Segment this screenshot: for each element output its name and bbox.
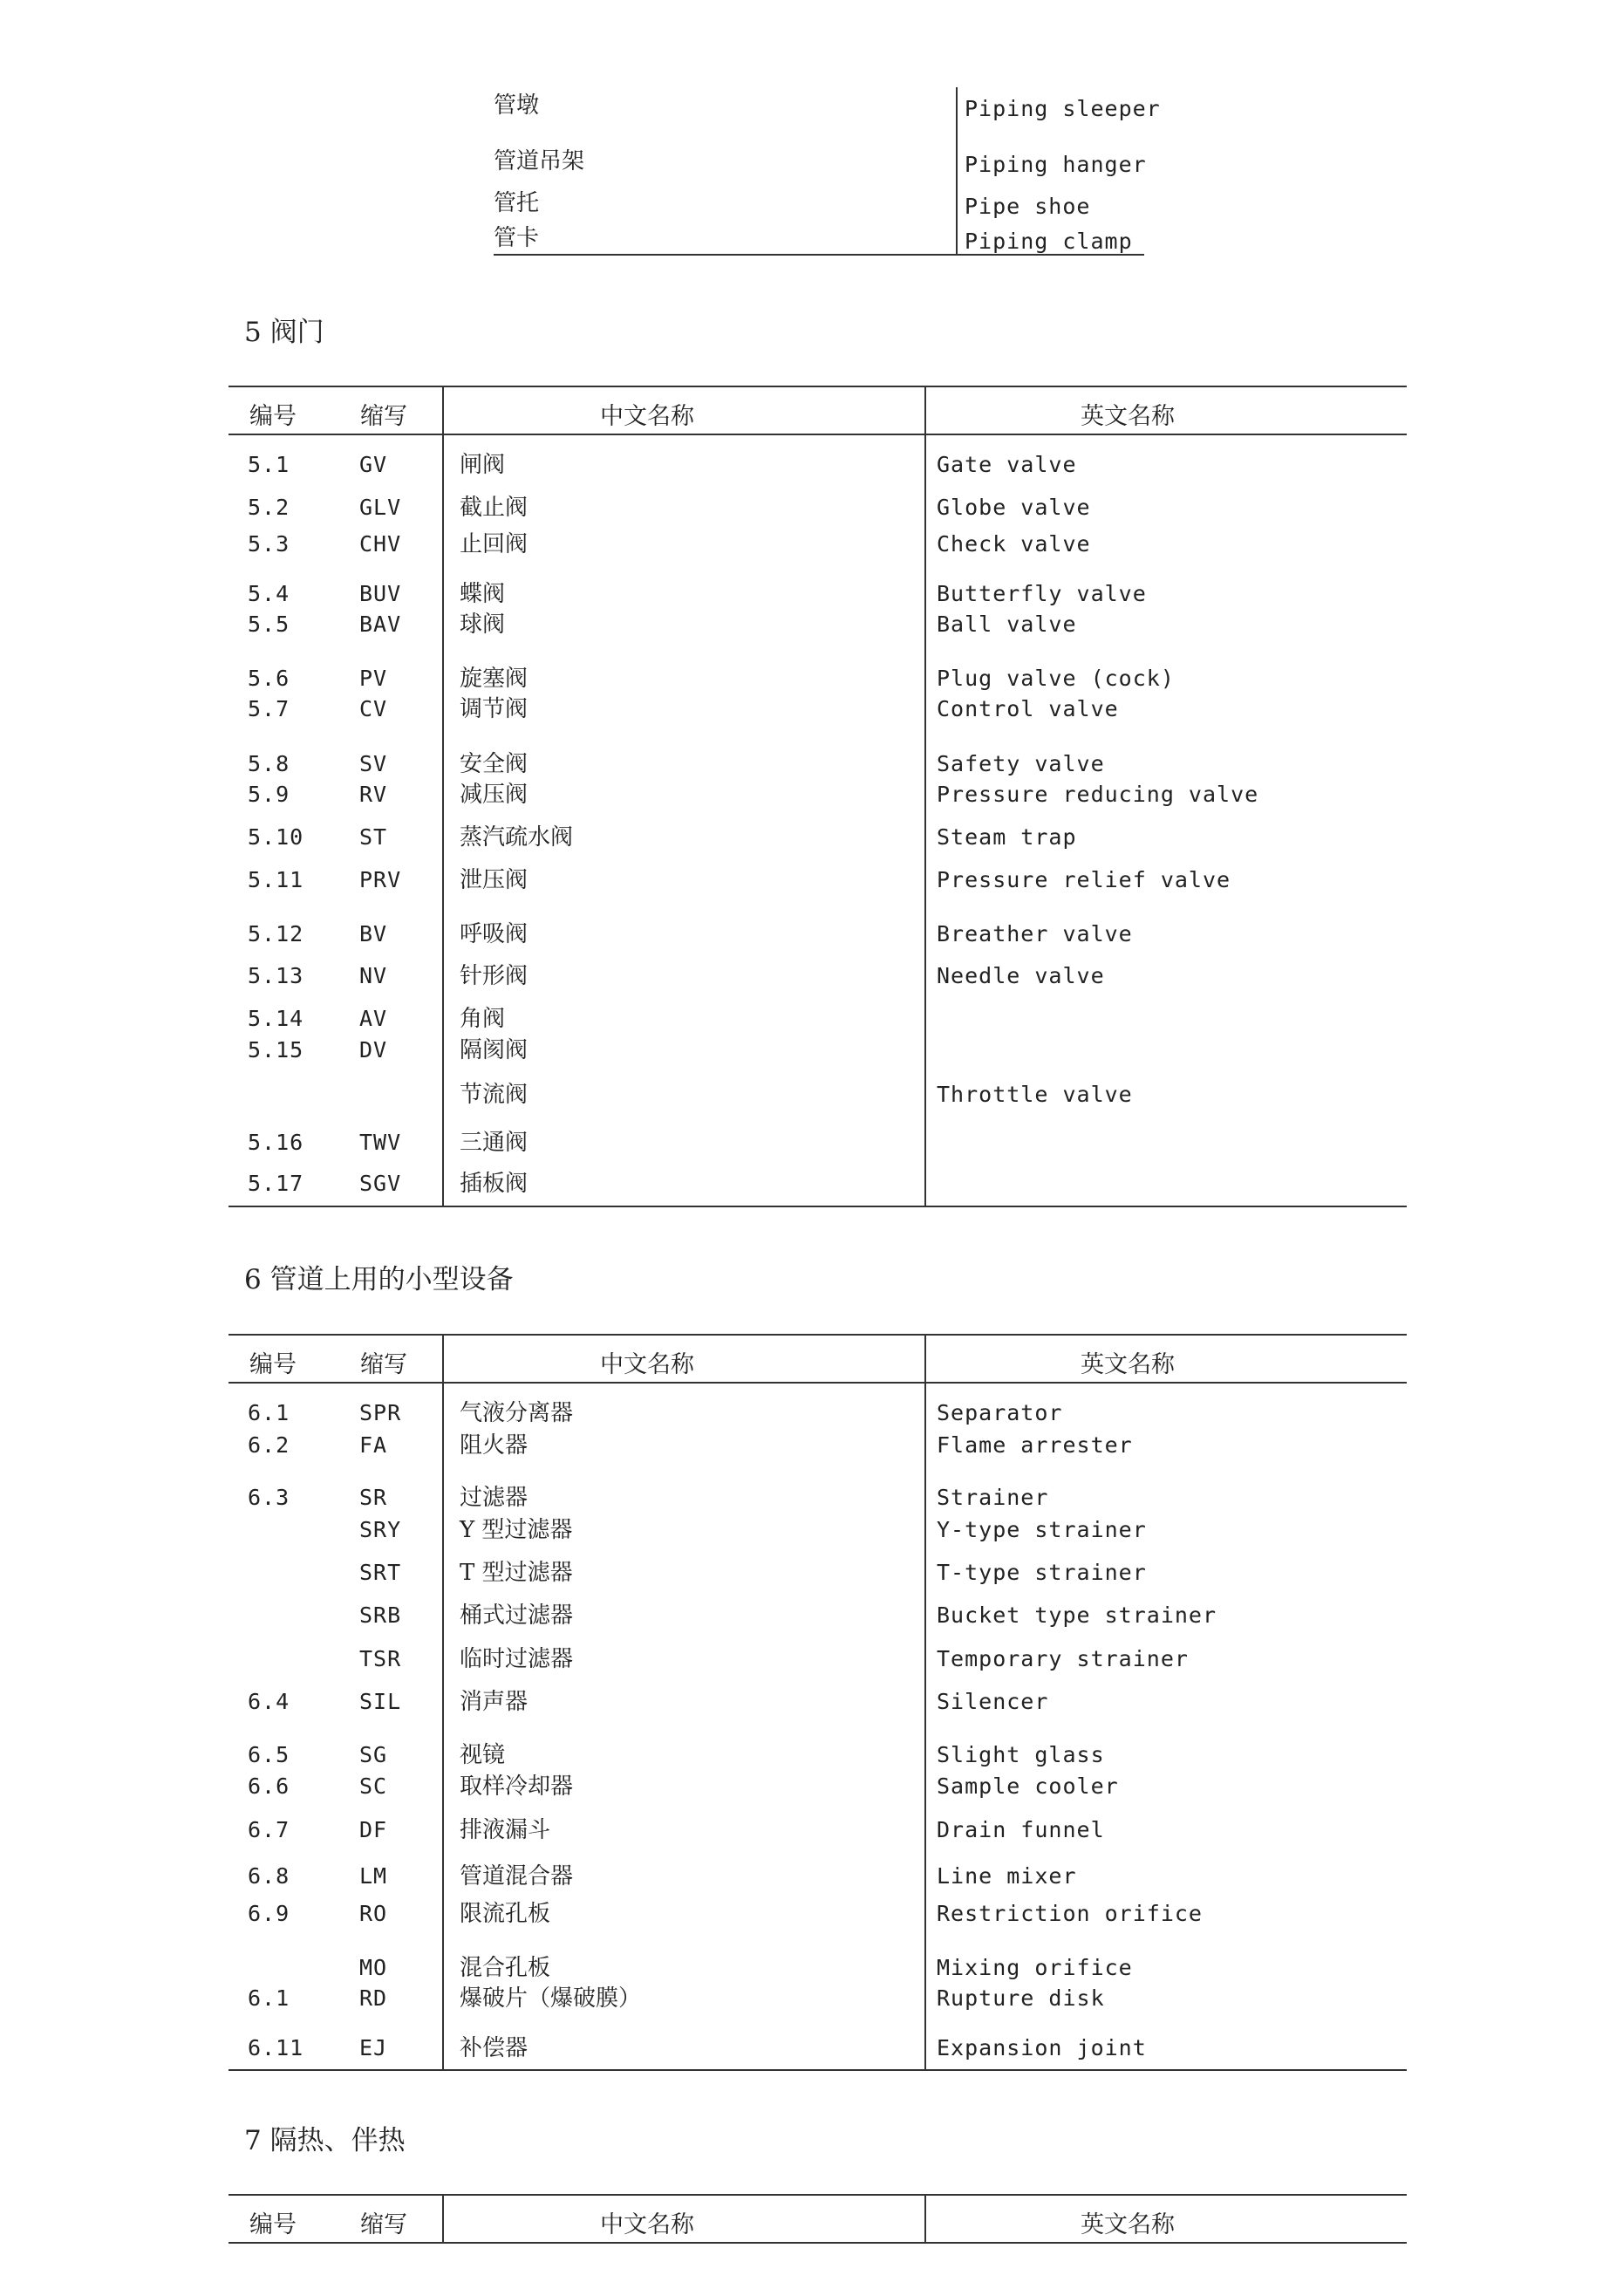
row-en-name: Breather valve — [937, 921, 1133, 946]
table-bottom-rule — [494, 254, 1144, 256]
row-no: 6.1 — [248, 1985, 290, 2011]
header-no: 编号 — [249, 403, 297, 430]
row-no: 5.4 — [248, 581, 290, 606]
row-abbr: SRT — [359, 1560, 402, 1585]
row-abbr: NV — [359, 963, 388, 988]
header-rule — [228, 1382, 1407, 1384]
table-top-rule — [228, 1334, 1407, 1336]
row-abbr: SRB — [359, 1602, 402, 1628]
valve-table — [228, 386, 1407, 1207]
row-abbr: SRY — [359, 1517, 402, 1542]
small-equipment-table — [228, 1334, 1407, 2071]
row-en-name: Drain funnel — [937, 1817, 1105, 1842]
row-cn-name: 管道混合器 — [460, 1863, 574, 1889]
row-cn-name: 针形阀 — [460, 963, 528, 989]
row-abbr: SR — [359, 1485, 388, 1510]
row-en-name: Slight glass — [937, 1742, 1105, 1767]
row-no: 5.3 — [248, 531, 290, 557]
table-bottom-rule — [228, 1206, 1407, 1207]
row-abbr: BUV — [359, 581, 402, 606]
row-cn-name: 视镜 — [460, 1742, 506, 1768]
row-en-name: Rupture disk — [937, 1985, 1105, 2011]
row-en-name: Mixing orifice — [937, 1955, 1133, 1980]
row-en-name: Plug valve (cock) — [937, 666, 1175, 691]
section-7-title: 7 隔热、伴热 — [244, 2125, 406, 2156]
row-en-name: Throttle valve — [937, 1082, 1133, 1107]
row-cn-name: 调节阀 — [460, 696, 528, 722]
row-no: 5.15 — [248, 1037, 304, 1063]
header-rule — [228, 2242, 1407, 2244]
row-abbr: SV — [359, 751, 388, 776]
row-abbr: SGV — [359, 1171, 402, 1196]
row-en-name: Steam trap — [937, 824, 1077, 850]
row-en-name: Control valve — [937, 696, 1119, 721]
row-cn-name: 安全阀 — [460, 751, 528, 777]
row-no: 6.9 — [248, 1901, 290, 1926]
row-cn-name: 临时过滤器 — [460, 1646, 574, 1672]
header-cn: 中文名称 — [600, 2211, 694, 2238]
row-no: 5.16 — [248, 1130, 304, 1155]
row-abbr: CHV — [359, 531, 402, 557]
row-no: 6.11 — [248, 2035, 304, 2060]
row-cn-name: 取样冷却器 — [460, 1773, 574, 1800]
row-en-name: Pressure reducing valve — [937, 782, 1259, 807]
row-no: 5.17 — [248, 1171, 304, 1196]
row-en-name: Piping sleeper — [965, 96, 1161, 121]
row-abbr: BAV — [359, 612, 402, 637]
row-cn-name: 桶式过滤器 — [460, 1602, 574, 1629]
row-cn-name: 阻火器 — [460, 1432, 528, 1459]
row-no: 5.13 — [248, 963, 304, 988]
row-cn-name: 蒸汽疏水阀 — [460, 824, 574, 851]
row-cn-name: 闸阀 — [460, 452, 506, 478]
row-en-name: Strainer — [937, 1485, 1049, 1510]
row-no: 6.1 — [248, 1400, 290, 1425]
row-cn-name: 三通阀 — [460, 1130, 528, 1156]
row-cn-name: 泄压阀 — [460, 867, 528, 893]
row-cn-name: 插板阀 — [460, 1171, 528, 1197]
row-abbr: MO — [359, 1955, 388, 1980]
row-cn-name: T 型过滤器 — [460, 1560, 573, 1586]
row-en-name: Globe valve — [937, 495, 1091, 520]
row-en-name: Flame arrester — [937, 1432, 1133, 1458]
row-abbr: LM — [359, 1863, 388, 1889]
row-en-name: Sample cooler — [937, 1773, 1119, 1799]
row-no: 5.8 — [248, 751, 290, 776]
row-abbr: PRV — [359, 867, 402, 892]
row-abbr: RV — [359, 782, 388, 807]
row-no: 6.3 — [248, 1485, 290, 1510]
row-no: 5.14 — [248, 1006, 304, 1031]
column-divider — [956, 87, 958, 256]
header-abbr: 缩写 — [360, 403, 407, 430]
column-divider — [924, 1334, 926, 2071]
row-abbr: TWV — [359, 1130, 402, 1155]
row-no: 6.8 — [248, 1863, 290, 1889]
row-cn-name: 管托 — [494, 190, 540, 216]
column-divider — [442, 386, 444, 1207]
row-no: 5.10 — [248, 824, 304, 850]
row-cn-name: 爆破片（爆破膜） — [460, 1985, 642, 2012]
column-divider — [924, 2194, 926, 2244]
row-abbr: EJ — [359, 2035, 388, 2060]
row-cn-name: 节流阀 — [460, 1082, 528, 1108]
insulation-table — [228, 2194, 1407, 2246]
row-no: 6.5 — [248, 1742, 290, 1767]
row-abbr: PV — [359, 666, 388, 691]
row-cn-name: 管墩 — [494, 92, 540, 119]
row-en-name: Separator — [937, 1400, 1063, 1425]
row-en-name: Silencer — [937, 1689, 1049, 1714]
column-divider — [924, 386, 926, 1207]
row-abbr: AV — [359, 1006, 388, 1031]
row-en-name: Ball valve — [937, 612, 1077, 637]
row-cn-name: 补偿器 — [460, 2035, 528, 2061]
row-en-name: Check valve — [937, 531, 1091, 557]
column-divider — [442, 2194, 444, 2244]
row-abbr: ST — [359, 824, 388, 850]
header-en: 英文名称 — [1081, 2211, 1175, 2238]
row-en-name: Expansion joint — [937, 2035, 1147, 2060]
row-en-name: Temporary strainer — [937, 1646, 1189, 1671]
header-rule — [228, 434, 1407, 435]
header-en: 英文名称 — [1081, 1351, 1175, 1378]
row-abbr: SG — [359, 1742, 388, 1767]
row-cn-name: 截止阀 — [460, 495, 528, 521]
row-cn-name: 气液分离器 — [460, 1400, 574, 1426]
row-no: 5.1 — [248, 452, 290, 477]
row-no: 6.6 — [248, 1773, 290, 1799]
row-cn-name: 隔阂阀 — [460, 1037, 528, 1063]
row-no: 5.2 — [248, 495, 290, 520]
section-5-title: 5 阀门 — [244, 317, 324, 348]
row-cn-name: 止回阀 — [460, 531, 528, 557]
row-en-name: Pipe shoe — [965, 194, 1091, 219]
row-abbr: SPR — [359, 1400, 402, 1425]
row-cn-name: 呼吸阀 — [460, 921, 528, 947]
row-en-name: Needle valve — [937, 963, 1105, 988]
row-cn-name: 管卡 — [494, 225, 540, 251]
row-en-name: Safety valve — [937, 751, 1105, 776]
header-cn: 中文名称 — [600, 1351, 694, 1378]
row-en-name: T-type strainer — [937, 1560, 1147, 1585]
top-table — [494, 87, 1161, 256]
row-abbr: BV — [359, 921, 388, 946]
row-abbr: DV — [359, 1037, 388, 1063]
row-abbr: FA — [359, 1432, 388, 1458]
row-cn-name: 消声器 — [460, 1689, 528, 1715]
row-no: 5.9 — [248, 782, 290, 807]
header-no: 编号 — [249, 2211, 297, 2238]
row-cn-name: 混合孔板 — [460, 1955, 551, 1981]
row-abbr: GLV — [359, 495, 402, 520]
header-no: 编号 — [249, 1351, 297, 1378]
row-cn-name: 旋塞阀 — [460, 666, 528, 692]
row-no: 5.6 — [248, 666, 290, 691]
row-no: 5.5 — [248, 612, 290, 637]
row-cn-name: Y 型过滤器 — [460, 1517, 573, 1543]
row-cn-name: 蝶阀 — [460, 581, 506, 607]
row-cn-name: 管道吊架 — [494, 148, 585, 174]
row-en-name: Pressure relief valve — [937, 867, 1231, 892]
row-cn-name: 角阀 — [460, 1006, 506, 1032]
row-en-name: Restriction orifice — [937, 1901, 1203, 1926]
row-no: 5.12 — [248, 921, 304, 946]
row-abbr: RO — [359, 1901, 388, 1926]
row-en-name: Butterfly valve — [937, 581, 1147, 606]
section-6-title: 6 管道上用的小型设备 — [244, 1264, 514, 1295]
row-en-name: Piping hanger — [965, 152, 1147, 177]
row-no: 6.7 — [248, 1817, 290, 1842]
header-abbr: 缩写 — [360, 1351, 407, 1378]
row-cn-name: 限流孔板 — [460, 1901, 551, 1927]
row-abbr: SIL — [359, 1689, 402, 1714]
row-abbr: DF — [359, 1817, 388, 1842]
row-cn-name: 过滤器 — [460, 1485, 528, 1511]
row-cn-name: 减压阀 — [460, 782, 528, 808]
row-abbr: TSR — [359, 1646, 402, 1671]
row-abbr: RD — [359, 1985, 388, 2011]
row-en-name: Line mixer — [937, 1863, 1077, 1889]
table-bottom-rule — [228, 2069, 1407, 2071]
row-no: 6.4 — [248, 1689, 290, 1714]
row-no: 5.11 — [248, 867, 304, 892]
row-no: 6.2 — [248, 1432, 290, 1458]
row-en-name: Gate valve — [937, 452, 1077, 477]
column-divider — [442, 1334, 444, 2071]
row-en-name: Bucket type strainer — [937, 1602, 1217, 1628]
row-cn-name: 球阀 — [460, 612, 506, 638]
header-en: 英文名称 — [1081, 403, 1175, 430]
header-abbr: 缩写 — [360, 2211, 407, 2238]
row-abbr: SC — [359, 1773, 388, 1799]
row-en-name: Piping clamp — [965, 229, 1133, 254]
table-top-rule — [228, 2194, 1407, 2196]
row-no: 5.7 — [248, 696, 290, 721]
table-top-rule — [228, 386, 1407, 387]
row-abbr: GV — [359, 452, 388, 477]
row-abbr: CV — [359, 696, 388, 721]
row-en-name: Y-type strainer — [937, 1517, 1147, 1542]
row-cn-name: 排液漏斗 — [460, 1817, 551, 1843]
header-cn: 中文名称 — [600, 403, 694, 430]
